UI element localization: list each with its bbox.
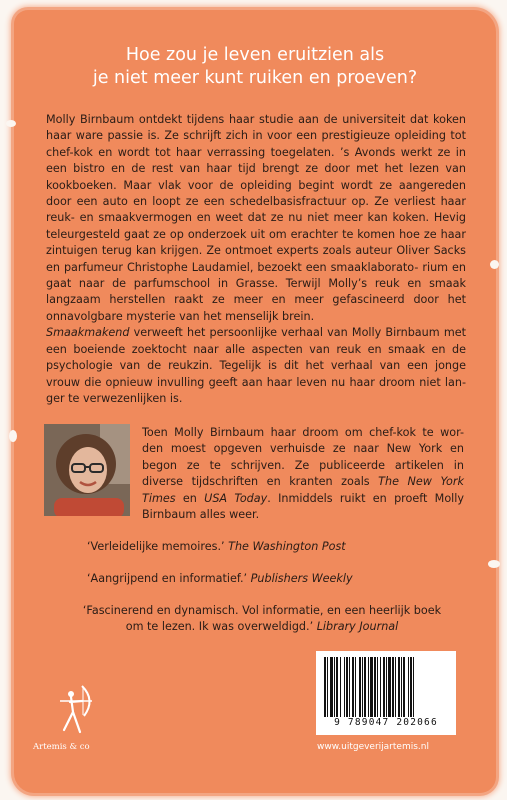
synopsis — [46, 112, 466, 407]
barcode-bar — [413, 657, 414, 717]
barcode-bar — [344, 657, 345, 717]
synopsis-line: door een auto en loopt ze een schedelbasisfractuur op. Ze verliest haar — [46, 195, 466, 209]
paint-speck — [6, 120, 16, 127]
synopsis-line: rium en gaat naar de parfumschool in Grasse. Terwijl Molly’s reuk en — [46, 260, 467, 291]
barcode-bar — [352, 657, 354, 717]
barcode-bar — [377, 657, 378, 717]
barcode-bar — [388, 657, 391, 717]
bio-text: . Inmiddels ruikt en proeft Molly — [267, 491, 465, 505]
archer-icon — [52, 682, 100, 738]
barcode-bar — [410, 657, 412, 717]
barcode-bar — [392, 657, 394, 717]
barcode-bar — [355, 657, 356, 717]
quote-text: ‘Fascinerend en dynamisch. Vol informatie, en een heerlijk boek — [82, 604, 442, 617]
bio-line: den moest opgeven verhuisde ze naar New York en — [142, 442, 464, 456]
author-bio — [142, 425, 464, 523]
barcode-bar — [336, 657, 338, 717]
synopsis-paragraph-2 — [46, 325, 466, 407]
quote-source: The Washington Post — [228, 540, 346, 553]
bio-text: Birnbaum alles weer. — [142, 508, 260, 522]
barcode-bar — [327, 657, 328, 717]
bio-line: begon ze te schrijven. Ze publiceerde artikelen in — [142, 458, 464, 472]
barcode-bar — [401, 657, 402, 717]
barcode-bar — [395, 657, 396, 717]
paint-speck — [490, 260, 499, 269]
book-title: Smaakmakend — [46, 326, 130, 340]
bio-line: diverse tijdschriften en kranten zoals — [142, 475, 379, 489]
barcode-bar — [386, 657, 387, 717]
synopsis-line: een bistro en de rest van haar tijd brengt ze door met het lezen van — [46, 162, 466, 176]
quote-text: ‘Verleidelijke memoires.’ — [87, 540, 229, 553]
barcode-bar — [383, 657, 385, 717]
review-quote — [62, 603, 462, 636]
synopsis-line: ger te verwezenlijken is. — [46, 391, 183, 405]
barcode-bar — [362, 657, 363, 717]
synopsis-line: verweeft het persoonlijke verhaal van Molly Birnbaum — [129, 326, 440, 340]
synopsis-line: vrouw die opnieuw invulling geeft aan haar leven nu haar droom niet lan- — [46, 375, 466, 389]
publication-name: USA Today — [204, 491, 268, 505]
synopsis-line: teleurgesteld gaat ze op onderzoek uit om erachter te komen hoe ze — [46, 227, 437, 241]
synopsis-line: smaak langzaam herstellen raakt ze meer en meer gefascineerd door — [46, 277, 466, 307]
synopsis-line: kookboeken. Maar vlak voor de opleiding begint wordt ze aangereden — [46, 178, 466, 192]
synopsis-line: psychologie van de reukzin. Tegelijk is dit het verhaal van een jonge — [46, 359, 466, 373]
synopsis-paragraph-1 — [46, 112, 466, 325]
publisher-website[interactable]: www.uitgeverijartemis.nl — [317, 742, 429, 752]
review-quote — [87, 539, 346, 555]
publication-name: The New York — [378, 475, 464, 489]
barcode-bar — [334, 657, 335, 717]
barcode-bar — [398, 657, 400, 717]
paint-speck — [9, 430, 17, 442]
paint-speck — [488, 560, 500, 568]
tagline — [40, 44, 470, 90]
bio-text: en — [175, 491, 205, 505]
synopsis-line: chef-kok en wordt tot haar verrassing toegelaten. ’s Avonds werkt ze in — [46, 145, 466, 159]
synopsis-line: het onnavolgbare mysterie van het menselijk brein. — [46, 293, 467, 323]
publisher-name: Artemis & co — [33, 742, 90, 752]
barcode-bar — [368, 657, 369, 717]
barcode-bar — [330, 657, 333, 717]
author-portrait-image — [44, 424, 130, 516]
barcode-bar — [403, 657, 405, 717]
tagline-line-1: Hoe zou je leven eruitzien als — [125, 45, 385, 65]
barcode-bars — [324, 657, 448, 717]
synopsis-line: reuk- en smaakvermogen en weet dat ze nu niet meer kan koken. Hevig — [46, 211, 466, 225]
publication-name: Times — [142, 491, 176, 505]
barcode-bar — [346, 657, 348, 717]
barcode-bar — [349, 657, 350, 717]
author-photo — [44, 424, 130, 516]
quote-source: Publishers Weekly — [250, 572, 353, 585]
quote-text: ‘Aangrijpend en informatief.’ — [87, 572, 251, 585]
synopsis-line: met een boeiende zoektocht naar alle aspecten van reuk en smaak en de — [46, 326, 466, 356]
barcode-bar — [364, 657, 366, 717]
synopsis-line: Sacks en parfumeur Christophe Laudamiel, bezoekt een smaaklaborato- — [46, 244, 467, 274]
isbn-number: 9 789047 202066 — [334, 717, 438, 728]
barcode-bar — [324, 657, 326, 717]
synopsis-line: haar zintuigen terug kan krijgen. Ze ontmoet experts zoals auteur Oliver — [46, 227, 467, 258]
review-quote — [87, 571, 353, 587]
barcode-bar — [359, 657, 361, 717]
bio-line: Toen Molly Birnbaum haar droom om chef-kok te wor- — [142, 426, 464, 439]
barcode-bar — [374, 657, 376, 717]
quote-text: om te lezen. Ik was overweldigd.’ — [125, 620, 317, 634]
barcode-bar — [370, 657, 373, 717]
synopsis-line: haar ware passie is. Ze schrijft zich in voor een prestigieuze opleiding tot — [46, 129, 466, 143]
barcode-bar — [408, 657, 409, 717]
synopsis-line: Molly Birnbaum ontdekt tijdens haar studie aan de universiteit dat koken — [46, 113, 466, 126]
barcode-bar — [380, 657, 381, 717]
barcode — [316, 651, 456, 735]
quote-source: Library Journal — [316, 620, 399, 634]
tagline-line-2: je niet meer kunt ruiken en proeven? — [92, 68, 418, 88]
barcode-bar — [340, 657, 341, 717]
